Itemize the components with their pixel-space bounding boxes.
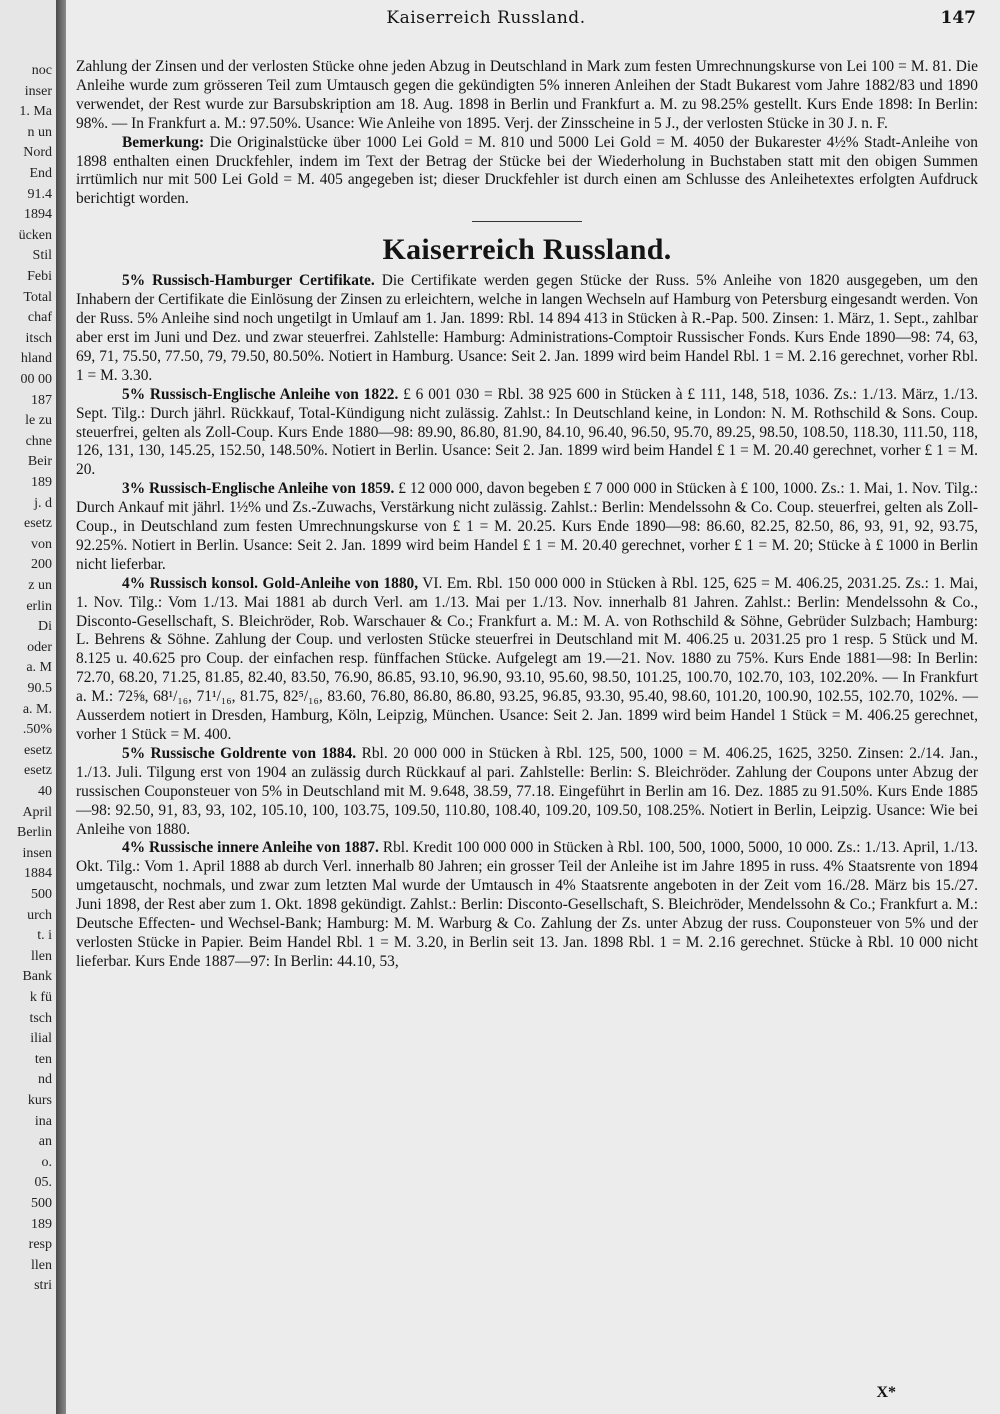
margin-fragment: 187 <box>31 392 52 408</box>
entry-text: Rbl. Kredit 100 000 000 in Stücken à Rbl. 100, 500, 1000, 5000, 10 000. Zs.: 1./13. April, 1./13. Okt. Tilg.: Vom 1. April 1888 ab durch Verl. innerhalb 80 Jahren; ein grosser Teil der Anleihe ist im Jahre 1895 in russ. 4% Staatsrente von 1894 umgetauscht, nochmals, und zwar zum letzten Mal wurde der Umtausch in 4% Staatsrente angeboten in der Zeit vom 16./28. März bis 15./27. Juni 1898, der Rest aber zum 1. Okt. 1898 gekündigt. Zahlst.: Berlin: Disconto-Gesellschaft, S. Bleichröder, Mendelssohn & Co.; Frankfurt a. M.: Deutsche Effecten- und Wechsel-Bank; Hamburg: M. M. Warburg & Co. Zahlung der Zs. unter Abzug der russ. Couponsteuer von 5% und der verlosten Stücke in Papier. Beim Handel Rbl. 1 = M. 3.20, in Berlin seit 13. Jan. 1898 Rbl. 1 = M. 2.16 gerechnet. Stücke à Rbl. 10 000 nicht lieferbar. Kurs Ende 1887—97: In Berlin: 44.10, 53, <box>76 839 978 970</box>
margin-fragment: chne <box>25 433 52 449</box>
entry-text: Die Certifikate werden gegen Stücke der Russ. 5% Anleihe von 1820 ausgegeben, um den Inhabern der Certifikate die Einlösung der Zinsen zu erleichtern, welche in langen Wechseln auf Hamburg von Petersburg eingesandt werden. Von der Russ. 5% Anleihe sind noch ungetilgt in Umlauf am 1. Jan. 1899: Rbl. 14 894 413 in Stücken à R.-Pap. 500. Zinsen: 1. März, 1. Sept., zahlbar aber erst im Juni und Dez. und zwar steuerfrei. Zahlstelle: Hamburg: Administrations-Comptoir Russischer Fonds. Kurs Ende 1890—98: 74, 63, 69, 71, 75.50, 77.50, 79, 79.50, 80.50%. Notiert in Hamburg. Usance: Seit 2. Jan. 1899 wird beim Handel Rbl. 1 = M. 2.16 gerechnet, vorher Rbl. 1 = M. 3.30. <box>76 272 979 384</box>
margin-fragment: erlin <box>26 598 52 614</box>
margin-fragment: k fü <box>29 990 52 1005</box>
margin-fragment: 1894 <box>24 207 52 223</box>
margin-fragment: 189 <box>31 1216 52 1232</box>
margin-fragment: chaf <box>27 310 52 326</box>
remark-text: Die Originalstücke über 1000 Lei Gold = M. 810 und 5000 Lei Gold = M. 4050 der Bukarester 4½% Stadt-Anleihe von 1898 enthalten einen Druckfehler, indem im Text der Betrag der Stücke bei der Wiederholung in Buchstaben statt mit den obigen Summen irrtümlich nur mit 500 Lei Gold = M. 405 angegeben ist; dieser Druckfehler ist durch einen am Schlusse des Anleihetextes erfolgten Aufdruck berichtigt worden. <box>76 133 978 208</box>
margin-fragment: 40 <box>38 784 52 799</box>
entry-paragraph <box>76 272 978 385</box>
entry-paragraph <box>76 745 978 840</box>
margin-fragment: kurs <box>27 1093 52 1108</box>
margin-fragment: noc <box>31 63 52 78</box>
margin-fragment: ücken <box>18 227 52 243</box>
margin-fragment: t. i <box>37 928 52 944</box>
book-page <box>66 0 1000 1414</box>
entry-text: VI. Em. Rbl. 150 000 000 in Stücken à Rbl. 125, 625 = M. 406.25, 2031.25. Zs.: 1. Mai, 1. Nov. Tilg.: Vom 1./13. Mai 1881 ab durch Verl. am 1./13. Mai per 1./13. Nov. innerhalb 81 Jahren. Zahlst.: Berlin: Mendelssohn & Co., Disconto-Gesellschaft, S. Bleichröder, Rob. Warschauer & Co.; Frankfurt a. M.: M. A. von Rothschild & Söhne, Gebrüder Sulzbach; Hamburg: L. Behrens & Söhne. Zahlung der Coup. und verlosten Stücke steuerfrei in Deutschland mit M. 406.25 u. 2031.25 pro 1 resp. 5 Stück und M. 8.125 u. 40.625 pro Coup. der einfachen resp. fünffachen Stücke. Aufgelegt am 19.—21. Nov. 1880 zu 75%. Kurs Ende 1881—98: In Berlin: 72.70, 68.20, 71.25, 81.85, 82.40, 83.50, 76.90, 86.85, 93.10, 96.90, 93.10, 95.60, 98.50, 101.25, 100.70, 102.70, 103, 102.20%. — In Frankfurt a. M.: 72⅝, 68¹/₁₆, 71¹/₁₆, 81.75, 82⁵/₁₆, 83.60, 76.80, 86.80, 86.80, 93.25, 96.85, 93.30, 95.40, 98.60, 101.20, 100.90, 102.55, 102.70, 102%. — Ausserdem notiert in Dresden, Hamburg, Köln, Leipzig, München. Usance: Seit 2. Jan. 1899 wird beim Handel 1 Stück = M. 406.25 gerechnet, vorher 1 Stück = M. 400. <box>76 574 978 743</box>
margin-fragment: 00 00 <box>20 372 52 387</box>
page-content <box>76 58 978 972</box>
margin-fragment: oder <box>27 639 52 655</box>
remark-label: Bemerkung: <box>122 133 205 151</box>
margin-fragment: esetz <box>24 763 52 779</box>
margin-fragment: Febi <box>27 269 52 284</box>
margin-fragment: April <box>22 804 52 820</box>
margin-fragment: stri <box>34 1278 52 1294</box>
margin-fragment: a. M. <box>22 701 52 717</box>
adjacent-page-margin <box>0 0 57 1414</box>
entry-title: 5% Russisch-Hamburger Certifikate. <box>122 272 375 290</box>
margin-fragment: .50% <box>22 722 52 738</box>
margin-fragment: resp <box>28 1237 52 1253</box>
margin-fragment: tsch <box>29 1010 52 1026</box>
margin-fragment: 500 <box>31 887 52 902</box>
entry-title: 5% Russisch-Englische Anleihe von 1822. <box>122 385 399 403</box>
margin-fragment: urch <box>27 907 52 923</box>
margin-fragment: Di <box>38 619 52 635</box>
continuation-paragraph: Zahlung der Zinsen und der verlosten Stücke ohne jeden Abzug in Deutschland in Mark zum festen Umrechnungskurse von Lei 100 = M. 81. Die Anleihe wurde zum grösseren Teil zum Umtausch gegen die gekündigten 5% inneren Anleihen der Stadt Bukarest vom Jahre 1882/83 und 1890 verwendet, der Rest wurde zur Barsubskription am 18. Aug. 1898 in Berlin und Frankfurt a. M. zu 98.25% gestellt. Kurs Ende 1898: In Berlin: 98%. — In Frankfurt a. M.: 97.50%. Usance: Wie Anleihe von 1895. Verj. der Zinsscheine in 5 J., der verlosten Stücke in 30 J. n. F. <box>76 58 978 132</box>
entry-text: £ 12 000 000, davon begeben £ 7 000 000 in Stücken à £ 100, 1000. Zs.: 1. Mai, 1. Nov. Tilg.: Durch Ankauf mit jährl. 1½% und Zs.-Zuwachs, Verstärkung nicht zulässig. Zahlst.: Berlin: Mendelssohn & Co. Coup. steuerfrei, gelten als Zoll-Coup., in Deutschland zum festen Umrechnungskurse von £ 1 = M. 20.25. Kurs Ende 1890—98: 86.60, 82.25, 82.50, 86, 93, 91, 92, 93.75, 92.25%. Notiert in Berlin. Usance: Seit 2. Jan. 1899 wird beim Handel £ 1 = M. 20.40 gerechnet, vorher £ 1 = M. 20; Stücke à £ 1000 in Berlin nicht lieferbar. <box>76 480 978 573</box>
margin-fragment: n un <box>27 124 52 140</box>
margin-fragment: j. d <box>34 495 52 511</box>
margin-fragment: esetz <box>24 516 52 532</box>
margin-fragment: 1. Ma <box>19 104 52 120</box>
margin-fragment: Beir <box>27 454 52 470</box>
margin-fragment: ilial <box>30 1031 52 1047</box>
book-gutter <box>56 0 66 1414</box>
margin-fragment: Nord <box>23 145 52 161</box>
margin-fragment: Bank <box>22 969 52 985</box>
margin-fragment: le zu <box>25 413 52 429</box>
margin-fragment: hland <box>20 351 52 367</box>
margin-fragment: ina <box>34 1113 52 1129</box>
entry-paragraph <box>76 839 978 971</box>
entry-paragraph <box>76 575 978 745</box>
entry-title: 4% Russische innere Anleihe von 1887. <box>122 839 379 857</box>
margin-fragment: 1884 <box>24 866 52 882</box>
margin-fragment: itsch <box>25 330 52 346</box>
margin-fragment: llen <box>31 1257 52 1273</box>
entry-title: 5% Russische Goldrente von 1884. <box>122 744 357 762</box>
entry-paragraph <box>76 386 978 481</box>
page-number: 147 <box>940 8 976 28</box>
entry-title: 4% Russisch konsol. Gold-Anleihe von 1880, <box>122 574 419 592</box>
margin-fragment: esetz <box>24 742 52 758</box>
signature-mark: X* <box>876 1384 896 1401</box>
margin-fragment: z un <box>28 578 52 593</box>
margin-fragment: nd <box>38 1072 52 1088</box>
section-title: Kaiserreich Russland. <box>382 233 672 267</box>
entry-text: Rbl. 20 000 000 in Stücken à Rbl. 125, 500, 1000 = M. 406.25, 1625, 3250. Zinsen: 2./14. Jan., 1./13. Juli. Tilgung erst von 1904 an zulässig durch Rückkauf al pari. Zahlstelle: Berlin: S. Bleichröder. Zahlung der Coupons unter Abzug der russischen Couponsteuer von 5% in Deutschland mit M. 9.648, 38.59, 77.18. Eingeführt in Berlin am 16. Dez. 1885 zu 91.50%. Kurs Ende 1885—98: 92.50, 91, 83, 93, 102, 105.10, 100, 103.75, 109.50, 110.80, 108.40, 109.20, 109.50, 108.25%. Notiert in Berlin, Leipzig. Usance: Wie bei Anleihe von 1880. <box>76 744 978 838</box>
running-title: Kaiserreich Russland. <box>386 8 586 28</box>
margin-fragment: o. <box>41 1154 52 1170</box>
margin-fragment: 189 <box>31 475 52 490</box>
remark-paragraph <box>76 134 978 210</box>
margin-fragment: 500 <box>31 1196 52 1211</box>
margin-fragment: von <box>31 536 52 552</box>
margin-fragment: ten <box>34 1051 52 1067</box>
margin-fragment: Berlin <box>17 825 52 841</box>
section-divider <box>472 221 582 222</box>
running-head <box>66 8 1000 34</box>
entry-text: £ 6 001 030 = Rbl. 38 925 600 in Stücken à £ 111, 148, 518, 1036. Zs.: 1./13. März, 1./13. Sept. Tilg.: Durch jährl. Rückkauf, Total-Kündigung nicht zulässig. Zahlst.: In Deutschland keine, in London: N. M. Rothschild & Sons. Coup. steuerfrei, gelten als Zoll-Coup. Kurs Ende 1880—98: 89.90, 86.80, 81.90, 84.10, 96.40, 96.50, 95.70, 89.25, 98.50, 108.50, 118.30, 111.50, 118, 126, 131, 130, 145.25, 152.50, 148.50%. Notiert in Berlin. Usance: Seit 2. Jan. 1899 wird beim Handel £ 1 = M. 20.40 gerechnet, vorher £ 1 = M. 20. <box>76 385 978 479</box>
margin-fragment: a. M <box>26 660 52 676</box>
margin-fragment: 90.5 <box>27 681 52 696</box>
margin-fragment: insen <box>22 845 52 861</box>
margin-fragment: Stil <box>32 248 52 264</box>
margin-fragment: 05. <box>34 1175 52 1191</box>
margin-fragment: inser <box>24 83 52 99</box>
margin-fragment: llen <box>31 948 52 964</box>
margin-fragment: 200 <box>31 557 52 573</box>
margin-fragment: End <box>29 166 52 181</box>
entry-paragraph <box>76 480 978 575</box>
margin-fragment: an <box>38 1134 52 1150</box>
entry-title: 3% Russisch-Englische Anleihe von 1859. <box>122 480 395 498</box>
margin-fragment: 91.4 <box>27 186 52 202</box>
margin-fragment: Total <box>23 289 52 305</box>
